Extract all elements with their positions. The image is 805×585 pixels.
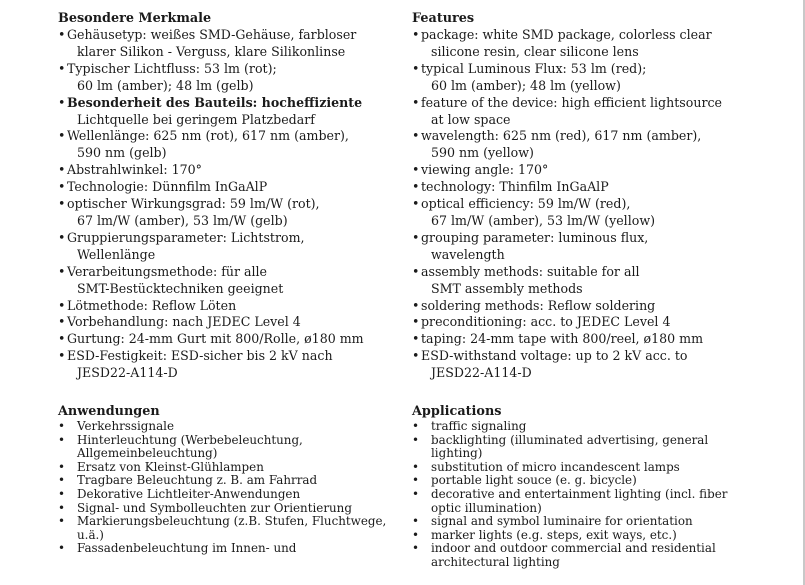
list-item-text — [77, 542, 296, 556]
bullet-glyph: • — [58, 500, 66, 515]
applications-list-de — [58, 420, 408, 556]
list-item — [58, 61, 398, 95]
item-line: assembly methods: suitable for all — [421, 263, 640, 279]
list-item — [58, 420, 408, 434]
list-item-text — [421, 61, 646, 95]
list-item — [412, 298, 752, 315]
list-item — [412, 488, 732, 515]
list-item — [412, 314, 752, 331]
item-continuation-line: lighting) — [431, 446, 483, 461]
list-item-text — [431, 420, 526, 434]
list-item — [58, 230, 398, 264]
item-line: Verarbeitungsmethode: für alle — [67, 263, 268, 279]
item-line: Vorbehandlung: nach JEDEC Level 4 — [67, 314, 301, 330]
bullet-glyph: • — [58, 297, 66, 313]
bullet-glyph: • — [412, 162, 420, 178]
bullet-glyph: • — [58, 348, 66, 364]
list-item — [412, 179, 752, 196]
list-item — [58, 162, 398, 179]
bullet-glyph: • — [412, 331, 420, 347]
item-line: signal and symbol luminaire for orientation — [431, 514, 693, 529]
list-item — [412, 529, 732, 543]
bullet-glyph: • — [58, 196, 66, 212]
features-list-de — [58, 27, 398, 382]
item-continuation-line: 67 lm/W (amber), 53 lm/W (yellow) — [431, 212, 656, 228]
item-line: Gruppierungsparameter: Lichtstrom, — [67, 229, 305, 245]
bullet-glyph: • — [412, 527, 420, 542]
list-item-text — [421, 264, 640, 298]
item-line: Hinterleuchtung (Werbebeleuchtung, — [77, 432, 303, 447]
item-line: optischer Wirkungsgrad: 59 lm/W (rot), — [67, 196, 320, 212]
list-item — [58, 474, 408, 488]
bullet-glyph: • — [412, 314, 420, 330]
bullet-glyph: • — [58, 263, 66, 279]
item-continuation-line: 67 lm/W (amber), 53 lm/W (gelb) — [77, 212, 288, 228]
list-item — [412, 230, 752, 264]
item-continuation-line: wavelength — [431, 246, 505, 262]
list-item-text — [77, 461, 264, 475]
bullet-glyph: • — [58, 486, 66, 501]
list-item — [58, 27, 398, 61]
list-item — [58, 434, 408, 461]
list-item — [58, 348, 398, 382]
bullet-glyph: • — [412, 27, 420, 42]
item-continuation-line: silicone resin, clear silicone lens — [431, 43, 639, 59]
bullet-glyph: • — [412, 297, 420, 313]
list-item — [58, 264, 398, 298]
item-line: Verkehrssignale — [77, 419, 175, 433]
list-item-text — [77, 488, 300, 502]
bullet-glyph: • — [58, 331, 66, 347]
bullet-glyph: • — [58, 514, 66, 529]
item-line: grouping parameter: luminous flux, — [421, 229, 649, 245]
item-line: Gehäusetyp: weißes SMD-Gehäuse, farbloser — [67, 27, 357, 42]
list-item — [58, 314, 398, 331]
features-heading-de: Besondere Merkmale — [58, 11, 212, 26]
features-column-de — [58, 10, 398, 382]
item-line: portable light souce (e. g. bicycle) — [431, 473, 637, 488]
list-item-text — [431, 529, 677, 543]
list-item-text — [431, 461, 680, 475]
item-continuation-line: SMT assembly methods — [431, 280, 583, 296]
item-line: preconditioning: acc. to JEDEC Level 4 — [421, 314, 671, 330]
item-line: package: white SMD package, colorless clear — [421, 27, 712, 42]
list-item-text — [421, 348, 687, 382]
item-continuation-line: 590 nm (gelb) — [77, 145, 167, 161]
bullet-glyph: • — [412, 94, 420, 110]
item-line: taping: 24-mm tape with 800/reel, ø180 mm — [421, 331, 704, 347]
item-continuation-line: klarer Silikon - Verguss, klare Silikonlinse — [77, 43, 346, 59]
bullet-glyph: • — [412, 263, 420, 279]
list-item-text — [77, 515, 386, 542]
list-item-text — [67, 61, 277, 95]
item-line: Besonderheit des Bauteils: hocheffiziente — [67, 94, 363, 110]
list-item-text — [67, 348, 333, 382]
list-item — [412, 542, 732, 569]
bullet-glyph: • — [58, 27, 66, 42]
list-item-text — [431, 434, 708, 461]
bullet-glyph: • — [412, 432, 420, 447]
item-continuation-line: SMT-Bestücktechniken geeignet — [77, 280, 284, 296]
list-item-text — [67, 331, 364, 348]
item-line: technology: Thinfilm InGaAlP — [421, 179, 609, 195]
bullet-glyph: • — [412, 229, 420, 245]
bullet-glyph: • — [58, 94, 66, 110]
item-line: decorative and entertainment lighting (incl. fiber — [431, 486, 728, 501]
item-line: substitution of micro incandescent lamps — [431, 459, 680, 474]
item-line: Abstrahlwinkel: 170° — [67, 162, 202, 178]
list-item — [412, 474, 732, 488]
item-continuation-line: at low space — [431, 111, 511, 127]
list-item-text — [67, 162, 202, 179]
bullet-glyph: • — [58, 419, 66, 433]
list-item — [412, 461, 732, 475]
list-item — [412, 128, 752, 162]
bullet-glyph: • — [58, 162, 66, 178]
item-line: Wellenlänge: 625 nm (rot), 617 nm (amber), — [67, 128, 349, 144]
item-line: viewing angle: 170° — [421, 162, 549, 178]
list-item-text — [421, 298, 655, 315]
list-item — [58, 488, 408, 502]
applications-list-en — [412, 420, 732, 570]
item-line: ESD-withstand voltage: up to 2 kV acc. to — [421, 348, 688, 364]
bullet-glyph: • — [58, 60, 66, 76]
list-item-text — [77, 502, 352, 516]
item-line: backlighting (illuminated advertising, general — [431, 432, 709, 447]
list-item-text — [421, 128, 701, 162]
list-item-text — [431, 474, 637, 488]
list-item — [412, 196, 752, 230]
bullet-glyph: • — [412, 196, 420, 212]
list-item — [412, 162, 752, 179]
item-line: Typischer Lichtfluss: 53 lm (rot); — [67, 60, 277, 76]
item-continuation-line: JESD22-A114-D — [431, 365, 532, 381]
list-item — [58, 128, 398, 162]
bullet-glyph: • — [58, 314, 66, 330]
list-item — [412, 420, 732, 434]
bullet-glyph: • — [58, 432, 66, 447]
item-continuation-line: Wellenlänge — [77, 246, 156, 262]
bullet-glyph: • — [412, 60, 420, 76]
list-item — [412, 95, 752, 129]
item-line: typical Luminous Flux: 53 lm (red); — [421, 60, 647, 76]
item-continuation-line: u.ä.) — [77, 527, 104, 542]
item-continuation-line: optic illumination) — [431, 500, 542, 515]
list-item-text — [77, 420, 174, 434]
list-item — [412, 434, 732, 461]
applications-column-en — [412, 403, 732, 570]
item-line: Signal- und Symbolleuchten zur Orientierung — [77, 500, 352, 515]
list-item — [412, 331, 752, 348]
bullet-glyph: • — [412, 514, 420, 529]
list-item-text — [421, 314, 670, 331]
item-line: Fassadenbeleuchtung im Innen- und — [77, 541, 297, 556]
list-item — [58, 515, 408, 542]
item-line: Ersatz von Kleinst-Glühlampen — [77, 459, 264, 474]
list-item-text — [421, 196, 655, 230]
list-item-text — [431, 488, 727, 515]
item-line: marker lights (e.g. steps, exit ways, etc.) — [431, 527, 677, 542]
item-line: indoor and outdoor commercial and residential — [431, 541, 716, 556]
bullet-glyph: • — [58, 541, 66, 556]
bullet-glyph: • — [412, 473, 420, 488]
list-item — [412, 61, 752, 95]
applications-column-de — [58, 403, 408, 556]
list-item — [412, 348, 752, 382]
item-continuation-line: 60 lm (amber); 48 lm (gelb) — [77, 77, 254, 93]
bullet-glyph: • — [412, 459, 420, 474]
item-line: Gurtung: 24-mm Gurt mit 800/Rolle, ø180 mm — [67, 331, 364, 347]
bullet-glyph: • — [412, 419, 420, 433]
list-item — [412, 264, 752, 298]
bullet-glyph: • — [58, 128, 66, 144]
bullet-glyph: • — [412, 541, 420, 556]
bullet-glyph: • — [58, 459, 66, 474]
list-item-text — [67, 128, 349, 162]
list-item-text — [421, 230, 648, 264]
item-line: optical efficiency: 59 lm/W (red), — [421, 196, 631, 212]
list-item-text — [67, 264, 283, 298]
list-item — [58, 502, 408, 516]
item-continuation-line: 590 nm (yellow) — [431, 145, 534, 161]
list-item — [58, 95, 398, 129]
list-item — [412, 27, 752, 61]
list-item-text — [67, 298, 236, 315]
list-item — [58, 298, 398, 315]
list-item-text — [77, 434, 303, 461]
features-heading-en: Features — [412, 11, 475, 26]
list-item-text — [421, 27, 712, 61]
applications-heading-en: Applications — [412, 404, 502, 419]
list-item-text — [67, 230, 305, 264]
list-item-text — [421, 179, 609, 196]
item-line: Lötmethode: Reflow Löten — [67, 297, 237, 313]
list-item-text — [67, 27, 356, 61]
item-line: ESD-Festigkeit: ESD-sicher bis 2 kV nach — [67, 348, 333, 364]
list-item-text — [421, 162, 548, 179]
bullet-glyph: • — [58, 229, 66, 245]
applications-heading-de: Anwendungen — [58, 404, 160, 419]
item-continuation-line: 60 lm (amber); 48 lm (yellow) — [431, 77, 621, 93]
item-line: Tragbare Beleuchtung z. B. am Fahrrad — [77, 473, 318, 488]
item-line: Technologie: Dünnfilm InGaAlP — [67, 179, 268, 195]
list-item — [58, 331, 398, 348]
item-line: soldering methods: Reflow soldering — [421, 297, 656, 313]
bullet-glyph: • — [412, 486, 420, 501]
item-line: feature of the device: high efficient lightsource — [421, 94, 722, 110]
features-list-en — [412, 27, 752, 382]
item-continuation-line: architectural lighting — [431, 554, 560, 569]
list-item — [412, 515, 732, 529]
list-item-text — [421, 331, 703, 348]
list-item-text — [431, 515, 693, 529]
item-continuation-line: Allgemeinbeleuchtung) — [77, 446, 218, 461]
features-column-en — [412, 10, 752, 382]
bullet-glyph: • — [58, 473, 66, 488]
item-continuation-line: Lichtquelle bei geringem Platzbedarf — [77, 111, 315, 127]
bullet-glyph: • — [412, 128, 420, 144]
list-item — [58, 461, 408, 475]
list-item-text — [67, 314, 301, 331]
bullet-glyph: • — [58, 179, 66, 195]
list-item-text — [421, 95, 722, 129]
item-continuation-line: JESD22-A114-D — [77, 365, 178, 381]
list-item — [58, 179, 398, 196]
list-item-text — [67, 179, 267, 196]
item-line: Dekorative Lichtleiter-Anwendungen — [77, 486, 301, 501]
bullet-glyph: • — [412, 179, 420, 195]
list-item-text — [431, 542, 716, 569]
list-item-text — [77, 474, 317, 488]
item-line: traffic signaling — [431, 419, 527, 433]
bullet-glyph: • — [412, 348, 420, 364]
list-item — [58, 196, 398, 230]
list-item-text — [67, 196, 320, 230]
list-item-text — [67, 95, 362, 129]
item-line: wavelength: 625 nm (red), 617 nm (amber), — [421, 128, 702, 144]
list-item — [58, 542, 408, 556]
item-line: Markierungsbeleuchtung (z.B. Stufen, Fluchtwege, — [77, 514, 387, 529]
